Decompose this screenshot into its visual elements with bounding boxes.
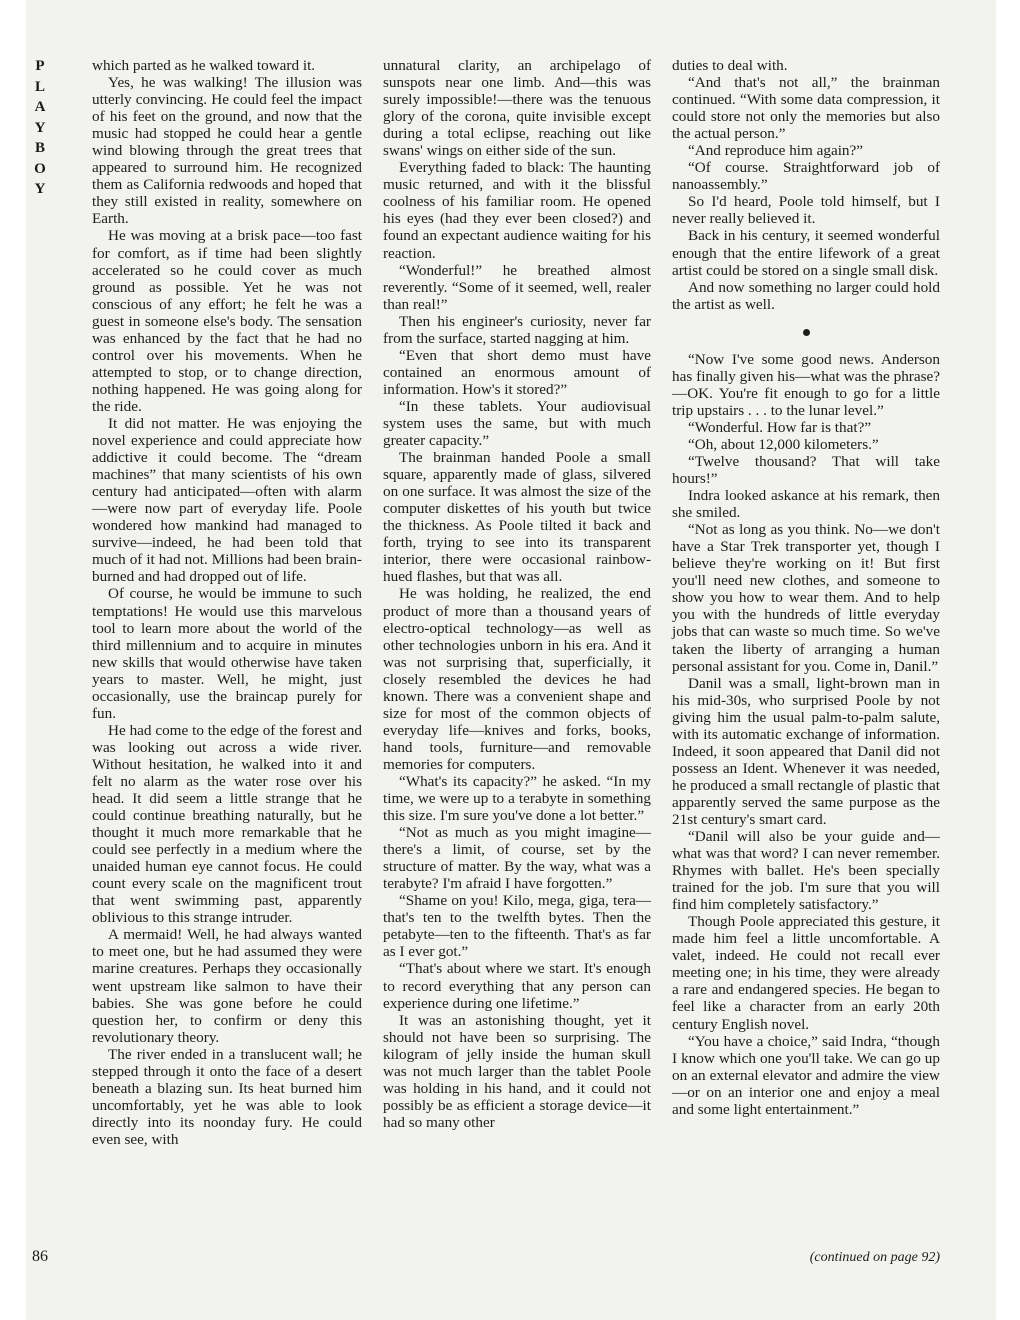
paragraph: Everything faded to black: The haunting music returned, and with it the blissful coolness of his familiar room. He opened his eyes (had they ever been closed?) and found an expectant audience waiting for his reaction. (383, 159, 651, 262)
magazine-name-vertical: P L A Y B O Y (34, 58, 46, 197)
paragraph: which parted as he walked toward it. (92, 57, 316, 74)
paragraph: The river ended in a translucent wall; he stepped through it onto the face of a desert beneath a blazing sun. Its heat burned him uncomfortably, yet he was able to look directly into its noonday fury. He could even see, with (92, 1045, 362, 1148)
paragraph: “What's its capacity?” he asked. “In my time, we were up to a terabyte in something this size. I'm sure you've done a lot better.” (383, 772, 651, 825)
paragraph: “Even that short demo must have contained an enormous amount of information. How's it stored?” (383, 346, 651, 398)
paragraph: “And that's not all,” the brainman continued. “With some data compression, it could store not only the memories but also the actual person.” (672, 74, 940, 143)
paragraph: Of course, he would be immune to such temptations! He would use this marvelous tool to learn more about the world of the third millennium and to acquire in minutes new skills that would otherwise have taken years to master. Well, he might, just occasionally, use the braincap purely for fun. (92, 585, 362, 722)
text-column-1 (92, 57, 362, 1148)
text-column-3 (672, 57, 940, 1118)
paragraph: It was an astonishing thought, yet it should not have been so surprising. The kilogram of jelly inside the human skull was not much larger than the tablet Poole was holding in his hand, and it could not possibly be as efficient a storage device—it had so many other (383, 1011, 651, 1131)
paragraph: unnatural clarity, an archipelago of sunspots near one limb. And—this was surely impossible!—there was the tenuous glory of the corona, quite invisible except during a total eclipse, reaching out like swans' wings on either side of the sun. (383, 57, 651, 160)
paragraph: Then his engineer's curiosity, never far from the surface, started nagging at him. (383, 312, 651, 347)
paragraph: The brainman handed Poole a small square, apparently made of glass, silvered on one surface. It was almost the size of the computer diskettes of his youth but twice the thickness. As Poole tilted it back and forth, trying to see into its transparent interior, there were occasional rainbow-hued flashes, but that was all. (383, 449, 651, 586)
paragraph: “Not as much as you might imagine—there's a limit, of course, set by the structure of matter. By the way, what was a terabyte? I'm afraid I have forgotten.” (383, 824, 651, 893)
page-number: 86 (32, 1248, 48, 1265)
paragraph: He had come to the edge of the forest and was looking out across a wide river. Without hesitation, he walked into it and felt no alarm as the water rose over his head. It did seem a little strange that he could continue breathing naturally, but he thought it much more remarkable that he could see perfectly in a medium where the unaided human eye cannot focus. He could count every scale on the magnificent trout that went swimming past, apparently oblivious to this strange intruder. (92, 721, 362, 927)
section-break (672, 313, 940, 351)
bullet-icon (803, 329, 810, 336)
paragraph: Though Poole appreciated this gesture, it made him feel a little uncomfortable. A valet, indeed. He could not recall ever meeting one; in his time, they were already a rare and endangered species. He began to feel like a character from an early 20th century English novel. (672, 913, 940, 1033)
paragraph: “Wonderful. How far is that?” (688, 418, 872, 436)
paragraph: duties to deal with. (672, 57, 788, 74)
paragraph: “Of course. Straightforward job of nanoassembly.” (672, 159, 940, 194)
continuation-note: (continued on page 92) (809, 1250, 940, 1265)
paragraph: “In these tablets. Your audiovisual system uses the same, but with much greater capacity.” (383, 397, 651, 450)
paragraph: Yes, he was walking! The illusion was utterly convincing. He could feel the impact of his feet on the ground, and now that the music had stopped he could hear a gentle wind blowing through the great trees that appeared to surround him. He recognized them as California redwoods and hoped that they still existed in reality, somewhere on Earth. (92, 74, 362, 228)
paragraph: It did not matter. He was enjoying the novel experience and could appreciate how addictive it could become. The “dream machines” that many scientists of his own century had anticipated—often with alarm—were now part of everyday life. Poole wondered how mankind had managed to survive—indeed, he had been told that much of it had not. Millions had been brain-burned and had dropped out of life. (92, 414, 362, 586)
paragraph: “Not as long as you think. No—we don't have a Star Trek transporter yet, though I believe they're working on it! But first you'll need new clothes, and someone to show you how to wear them. And to help you with the hundreds of little everyday jobs that can waste so much time. So we've taken the liberty of arranging a human personal assistant for you. Come in, Danil.” (672, 521, 940, 675)
text-column-2 (383, 57, 651, 1131)
paragraph: And now something no larger could hold the artist as well. (672, 278, 940, 313)
paragraph: Indra looked askance at his remark, then she smiled. (672, 487, 940, 522)
paragraph: Danil was a small, light-brown man in his mid-30s, who surprised Poole by not giving him the usual palm-to-palm salute, with its automatic exchange of information. Indeed, it soon appeared that Danil did not possess an Ident. Whenever it was needed, he produced a small rectangle of plastic that apparently served the same purpose as the 21st century's smart card. (672, 674, 940, 828)
paragraph: “You have a choice,” said Indra, “though I know which one you'll take. We can go up on an external elevator and admire the view—or on an interior one and enjoy a meal and some light entertainment.” (672, 1032, 940, 1118)
paragraph: A mermaid! Well, he had always wanted to meet one, but he had assumed they were marine creatures. Perhaps they occasionally went upstream like salmon to have their babies. She was gone before he could question her, to confirm or deny this revolutionary theory. (92, 926, 362, 1046)
paragraph: He was holding, he realized, the end product of more than a thousand years of electro-optical technology—as well as other technologies unborn in his era. And it was not surprising that, superficially, it closely resembled the devices he had known. There was a convenient shape and size for most of the common objects of everyday life—knives and forks, books, hand tools, furniture—and removable memories for computers. (383, 585, 651, 773)
paragraph: So I'd heard, Poole told himself, but I never really believed it. (672, 193, 940, 228)
paragraph: “Wonderful!” he breathed almost reverently. “Some of it seemed, well, realer than real!” (383, 261, 651, 313)
paragraph: “Now I've some good news. Anderson has finally given his—what was the phrase?—OK. You're fit enough to go for a little trip upstairs . . . to the lunar level.” (672, 350, 940, 419)
paragraph: Back in his century, it seemed wonderful enough that the entire lifework of a great artist could be stored on a single small disk. (672, 227, 940, 279)
paragraph: “That's about where we start. It's enough to record everything that any person can experience during one lifetime.” (383, 960, 651, 1012)
paragraph: “Shame on you! Kilo, mega, giga, tera—that's ten to the twelfth bytes. Then the petabyte—ten to the fifteenth. That's as far as I ever got.” (383, 892, 651, 961)
paragraph: “And reproduce him again?” (688, 142, 863, 160)
paragraph: “Oh, about 12,000 kilometers.” (688, 435, 879, 453)
paragraph: He was moving at a brisk pace—too fast for comfort, as if time had been slightly accelerated so he could cover as much ground as possible. Yet he was not conscious of any effort; he felt he was a guest in someone else's body. The sensation was enhanced by the fact that he had no control over his movements. When he attempted to stop, or to change direction, nothing happened. He was going along for the ride. (92, 227, 362, 415)
paragraph: “Danil will also be your guide and—what was that word? I can never remember. Rhymes with ballet. He's been specially trained for the job. I'm sure that you will find him completely satisfactory.” (672, 828, 940, 914)
paragraph: “Twelve thousand? That will take hours!” (672, 452, 940, 488)
